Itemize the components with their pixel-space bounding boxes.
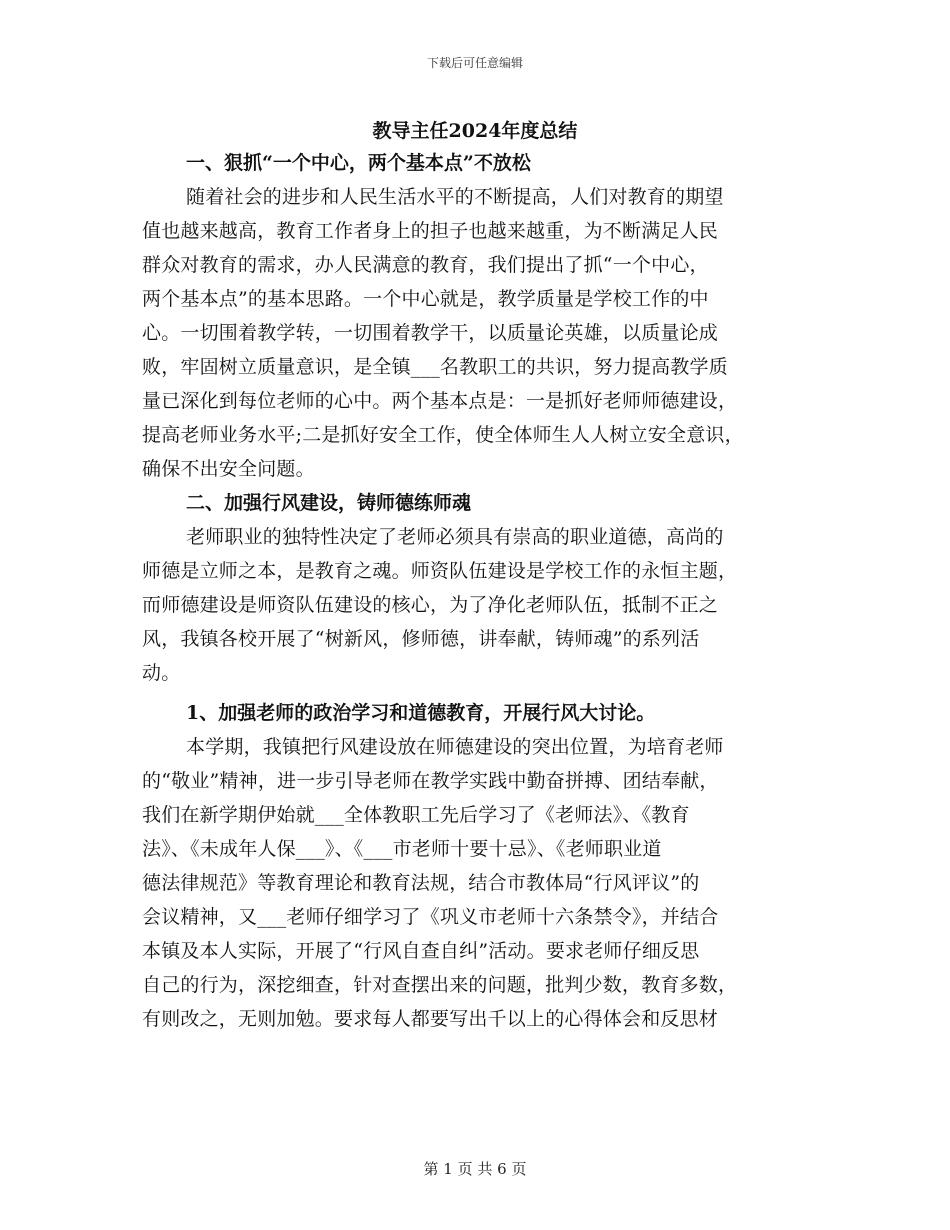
section-heading-1: 一、狠抓“一个中心，两个基本点”不放松 (186, 152, 531, 174)
paragraph-line: 师德是立师之本，是教育之魂。师资队伍建设是学校工作的永恒主题， (142, 560, 738, 582)
paragraph-line: 的“敬业”精神，进一步引导老师在教学实践中勤奋拼搏、团结奉献， (142, 770, 719, 792)
paragraph-line: 群众对教育的需求，办人民满意的教育，我们提出了抓“一个中心， (142, 254, 709, 276)
paragraph-line: 败，牢固树立质量意识，是全镇___名教职工的共识，努力提高教学质 (142, 356, 728, 378)
paragraph-line: 提高老师业务水平;二是抓好安全工作，使全体师生人人树立安全意识， (142, 424, 744, 446)
paragraph-line: 量已深化到每位老师的心中。两个基本点是：一是抓好老师师德建设， (142, 390, 738, 412)
paragraph-line: 心。一切围着教学转，一切围着教学干，以质量论英雄，以质量论成 (142, 322, 719, 344)
paragraph-line: 有则改之，无则加勉。要求每人都要写出千以上的心得体会和反思材 (142, 1008, 719, 1030)
document-body (142, 146, 812, 1070)
page-number-footer: 第 1 页 共 6 页 (423, 1160, 527, 1178)
paragraph-line: 确保不出安全问题。 (142, 458, 315, 480)
document-title: 教导主任2024年度总结 (372, 120, 578, 142)
paragraph-line: 值也越来越高，教育工作者身上的担子也越来越重，为不断满足人民 (142, 220, 719, 242)
paragraph-line: 老师职业的独特性决定了老师必须具有崇高的职业道德，高尚的 (186, 526, 724, 548)
paragraph-line: 动。 (142, 662, 181, 684)
paragraph-line: 我们在新学期伊始就___全体教职工先后学习了《老师法》、《教育 (142, 804, 690, 826)
paragraph-line: 而师德建设是师资队伍建设的核心，为了净化老师队伍，抵制不正之 (142, 594, 719, 616)
paragraph-line: 自己的行为，深挖细查，针对查摆出来的问题，批判少数，教育多数， (142, 974, 738, 996)
paragraph-line: 风，我镇各校开展了“树新风，修师德，讲奉献，铸师魂”的系列活 (142, 628, 700, 650)
section-heading-2: 二、加强行风建设，铸师德练师魂 (186, 492, 472, 514)
paragraph-line: 本学期，我镇把行风建设放在师德建设的突出位置，为培育老师 (186, 736, 724, 758)
paragraph-line: 两个基本点”的基本思路。一个中心就是，教学质量是学校工作的中 (142, 288, 709, 310)
paragraph-line: 会议精神，又___老师仔细学习了《巩义市老师十六条禁令》，并结合 (142, 906, 719, 928)
paragraph-line (142, 1036, 812, 1070)
paragraph-line: 法》、《未成年人保___》、《___市老师十要十忌》、《老师职业道 (142, 838, 662, 860)
subsection-heading-1: 1、加强老师的政治学习和道德教育，开展行风大讨论。 (186, 702, 656, 724)
paragraph-line: 随着社会的进步和人民生活水平的不断提高，人们对教育的期望 (186, 186, 724, 208)
page-header-note: 下载后可任意编辑 (426, 56, 523, 70)
paragraph-line: 本镇及本人实际，开展了“行风自查自纠”活动。要求老师仔细反思 (142, 940, 700, 962)
paragraph-line: 德法律规范》等教育理论和教育法规，结合市教体局“行风评议”的 (142, 872, 700, 894)
